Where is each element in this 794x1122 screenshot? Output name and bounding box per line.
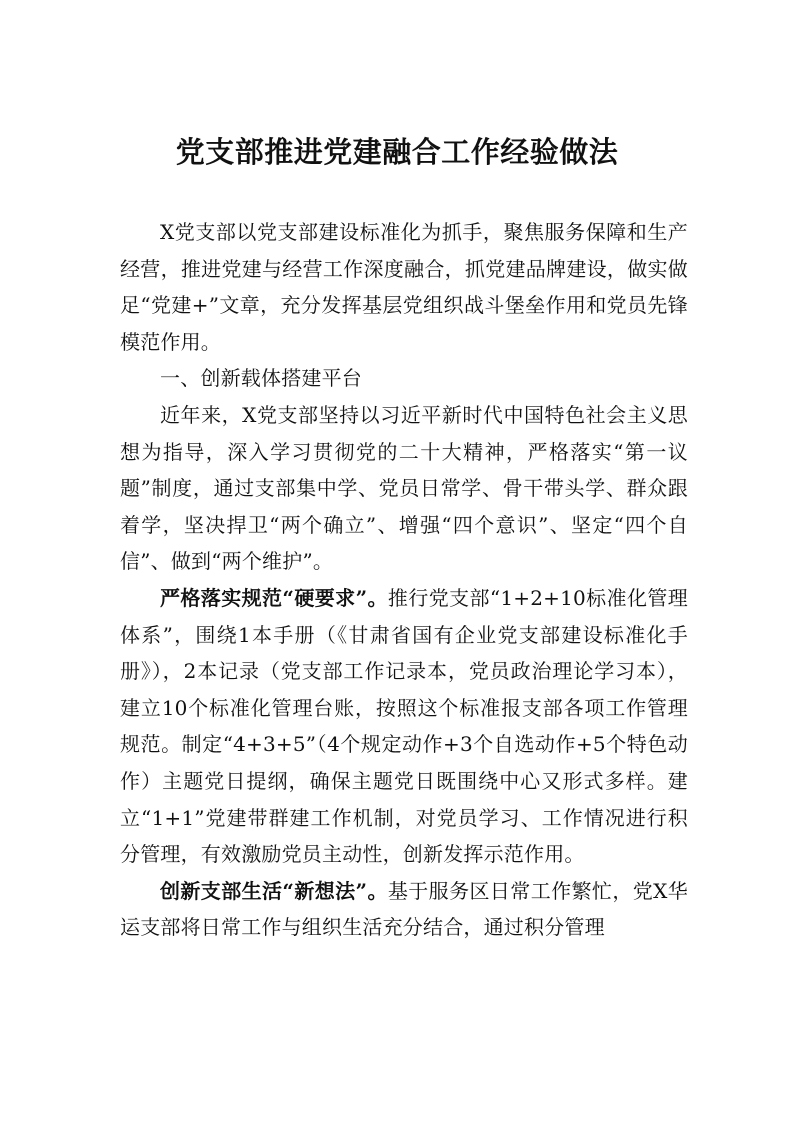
paragraph-text: 近年来，X党支部坚持以习近平新时代中国特色社会主义思想为指导，深入学习贯彻党的二十大精神，严格落实“第一议题”制度，通过支部集中学、党员日常学、骨干带头学、群众跟着学，坚决捍卫“两个确立”、增强“四个意识”、坚定“四个自信”、做到“两个维护”。 (120, 402, 688, 574)
document-body (120, 214, 688, 946)
page-title: 党支部推进党建融合工作经验做法 (175, 135, 619, 169)
paragraph-study (120, 397, 688, 580)
paragraph-intro (120, 214, 688, 360)
paragraph-lead: 创新支部生活“新想法”。 (160, 878, 388, 903)
paragraph-branch-life (120, 873, 688, 946)
paragraph-text: 基于服务区日常工作繁忙，党X华运支部将日常工作与组织生活充分结合，通过积分管理 (120, 878, 688, 940)
paragraph-standards (120, 580, 688, 873)
paragraph-text: 推行党支部“1+2+10标准化管理体系”，围绕1本手册（《甘肃省国有企业党支部建设标准化手册》），2本记录（党支部工作记录本，党员政治理论学习本），建立10个标准化管理台账，按照这个标准报支部各项工作管理规范。制定“4+3+5”（4个规定动作+3个自选动作+5个特色动作）主题党日提纲，确保主题党日既围绕中心又形式多样。建立“1+1”党建带群建工作机制，对党员学习、工作情况进行积分管理，有效激励党员主动性，创新发挥示范作用。 (120, 585, 688, 867)
section-heading (120, 360, 688, 397)
paragraph-text: X党支部以党支部建设标准化为抓手，聚焦服务保障和生产经营，推进党建与经营工作深度融合，抓党建品牌建设，做实做足“党建+”文章，充分发挥基层党组织战斗堡垒作用和党员先锋模范作用。 (120, 220, 688, 354)
section-heading-text: 一、创新载体搭建平台 (160, 366, 362, 391)
paragraph-lead: 严格落实规范“硬要求”。 (160, 585, 388, 610)
